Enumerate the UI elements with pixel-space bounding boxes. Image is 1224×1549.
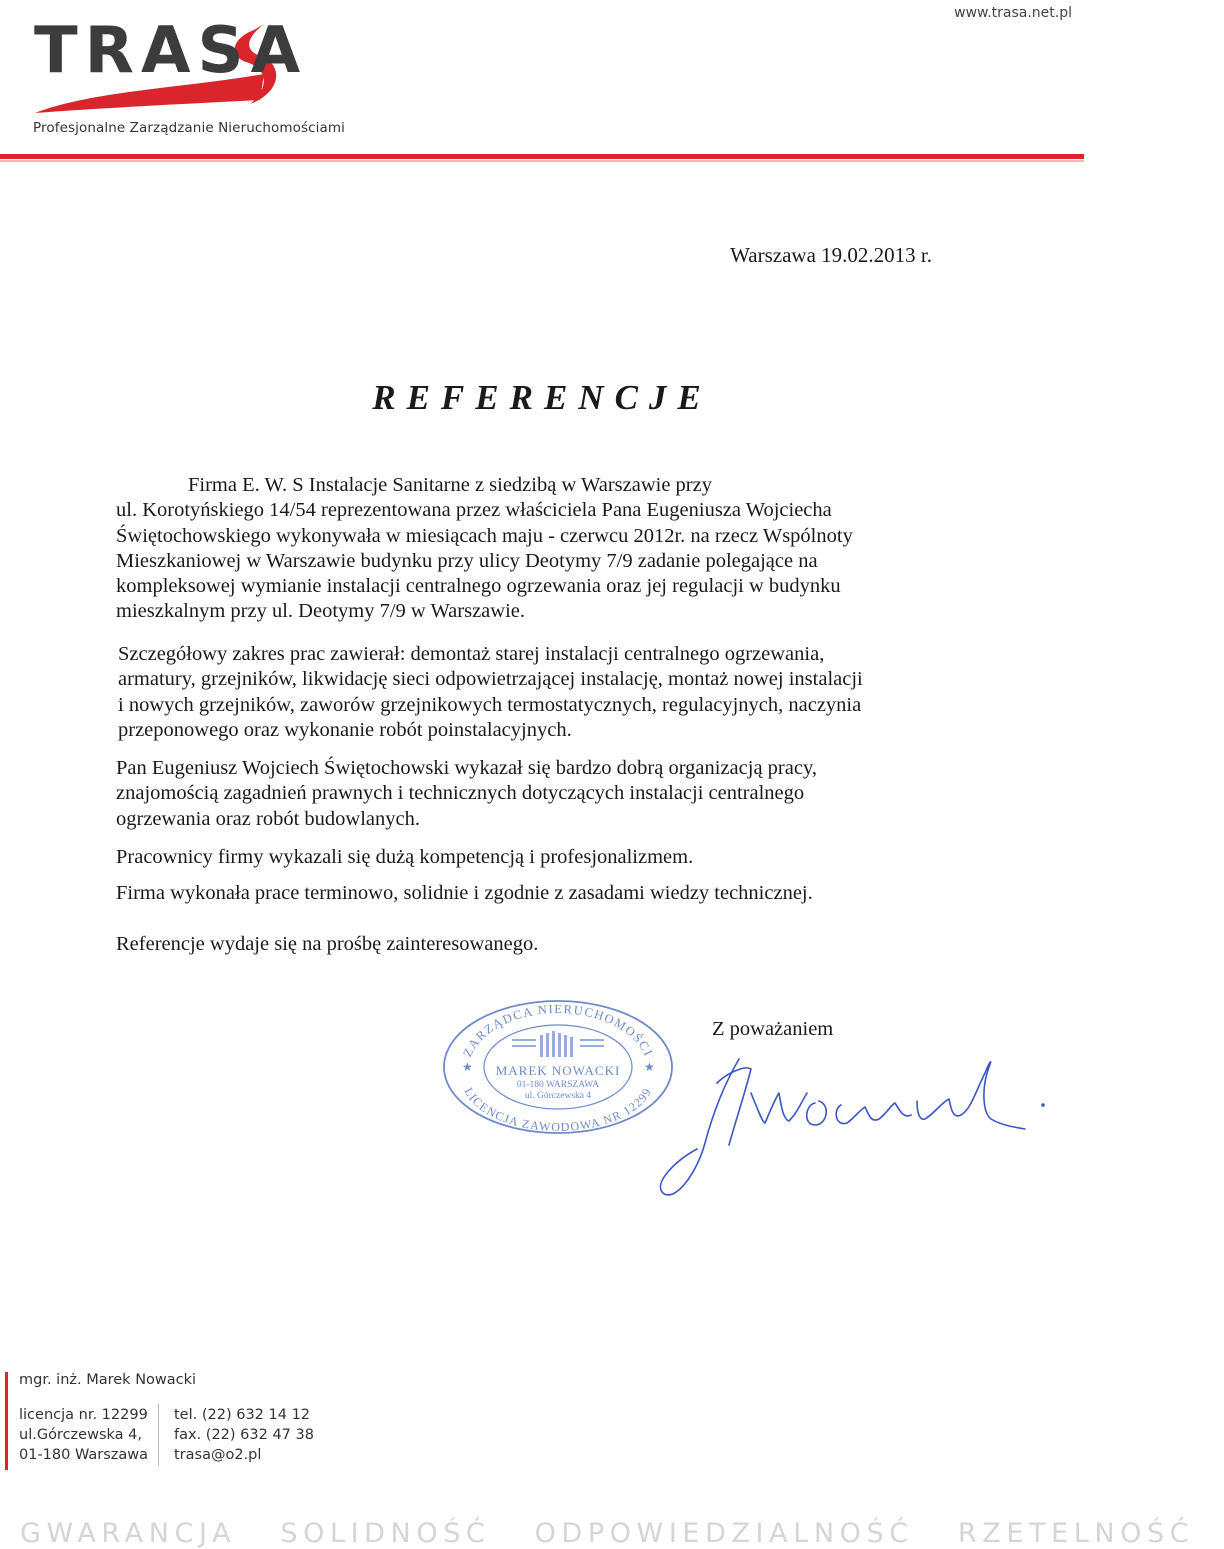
header-divider-shadow [0, 160, 1084, 162]
text-line: znajomością zagadnień prawnych i technicznych dotyczących instalacji centralnego [116, 782, 805, 805]
footer-email: trasa@o2.pl [174, 1447, 262, 1463]
footer-license: licencja nr. 12299 [19, 1407, 148, 1423]
text-line: Firma wykonała prace terminowo, solidnie i zgodnie z zasadami wiedzy technicznej. [116, 882, 813, 904]
text-line: Pracownicy firmy wykazali się dużą kompetencją i profesjonalizmem. [116, 846, 694, 868]
paragraph-request [116, 932, 946, 957]
motto-word: SOLIDNOŚĆ [280, 1518, 491, 1549]
footer-phone: tel. (22) 632 14 12 [174, 1407, 311, 1423]
text-line: Mieszkaniowej w Warszawie budynku przy ulicy Deotymy 7/9 zadanie polegające na [116, 549, 818, 572]
paragraph-staff [116, 845, 946, 870]
closing-salutation: Z poważaniem [712, 1018, 834, 1040]
footer-fax: fax. (22) 632 47 38 [174, 1427, 314, 1443]
footer-contact [174, 1405, 314, 1465]
paragraph-assessment [116, 756, 946, 832]
text-line: mieszkalnym przy ul. Deotymy 7/9 w Warszawie. [116, 600, 526, 623]
motto-word: ODPOWIEDZIALNOŚĆ [534, 1518, 914, 1549]
letter-heading: REFERENCJE [372, 378, 712, 417]
text-line: Referencje wydaje się na prośbę zainteresowanego. [116, 933, 539, 955]
text-line: kompleksowej wymianie instalacji centralnego ogrzewania oraz jej regulacji w budynku [116, 575, 841, 598]
official-stamp [440, 995, 676, 1137]
text-line: Pan Eugeniusz Wojciech Świętochowski wykazał się bardzo dobrą organizacją pracy, [116, 757, 817, 779]
trasa-logo [32, 16, 332, 116]
text-line: i nowych grzejników, zaworów grzejnikowych termostatycznych, regulacyjnych, naczynia [118, 693, 862, 716]
stamp-city: 01-180 WARSZAWA [516, 1080, 600, 1090]
stamp-star-left-icon: ★ [462, 1060, 473, 1074]
footer-address [19, 1405, 148, 1465]
paragraph-quality [116, 881, 946, 906]
paragraph-intro [116, 473, 946, 625]
footer-accent-bar [5, 1372, 8, 1470]
stamp-building-icon [512, 1031, 604, 1057]
text-line: ogrzewania oraz robót budowlanych. [116, 807, 420, 830]
logo-text: TRASA [34, 14, 308, 88]
footer-name: mgr. inż. Marek Nowacki [19, 1372, 197, 1388]
text-line: przeponowego oraz wykonanie robót poinstalacyjnych. [118, 718, 572, 741]
text-line: Firma E. W. S Instalacje Sanitarne z siedzibą w Warszawie przy [188, 474, 712, 496]
header-divider [0, 154, 1084, 159]
letter-date: Warszawa 19.02.2013 r. [730, 243, 932, 267]
company-tagline: Profesjonalne Zarządzanie Nieruchomościami [33, 120, 346, 136]
footer-city: 01-180 Warszawa [19, 1447, 149, 1463]
text-line: Szczegółowy zakres prac zawierał: demontaż starej instalacji centralnego ogrzewania, [118, 643, 825, 665]
stamp-street: ul. Górczewska 4 [524, 1091, 592, 1101]
footer-motto [20, 1518, 1224, 1549]
text-line: Świętochowskiego wykonywała w miesiącach maju - czerwcu 2012r. na rzecz Wspólnoty [116, 524, 853, 547]
website-url: www.trasa.net.pl [954, 5, 1072, 21]
stamp-star-right-icon: ★ [644, 1060, 655, 1074]
footer-street: ul.Górczewska 4, [19, 1427, 142, 1443]
stamp-arc-top: ZARZĄDCA NIERUCHOMOŚCI [460, 1001, 656, 1060]
motto-word: GWARANCJA [20, 1518, 237, 1549]
motto-word: RZETELNOŚĆ [957, 1518, 1195, 1549]
handwritten-signature [655, 1053, 1065, 1203]
paragraph-scope [118, 642, 948, 743]
stamp-name: MAREK NOWACKI [495, 1063, 621, 1078]
footer-divider [158, 1404, 159, 1466]
stamp-arc-bottom: LICENCJA ZAWODOWA NR 12299 [461, 1085, 655, 1135]
text-line: armatury, grzejników, likwidację sieci odpowietrzającej instalację, montaż nowej instalacji [118, 668, 863, 691]
text-line: ul. Korotyńskiego 14/54 reprezentowana przez właściciela Pana Eugeniusza Wojciecha [116, 499, 832, 522]
